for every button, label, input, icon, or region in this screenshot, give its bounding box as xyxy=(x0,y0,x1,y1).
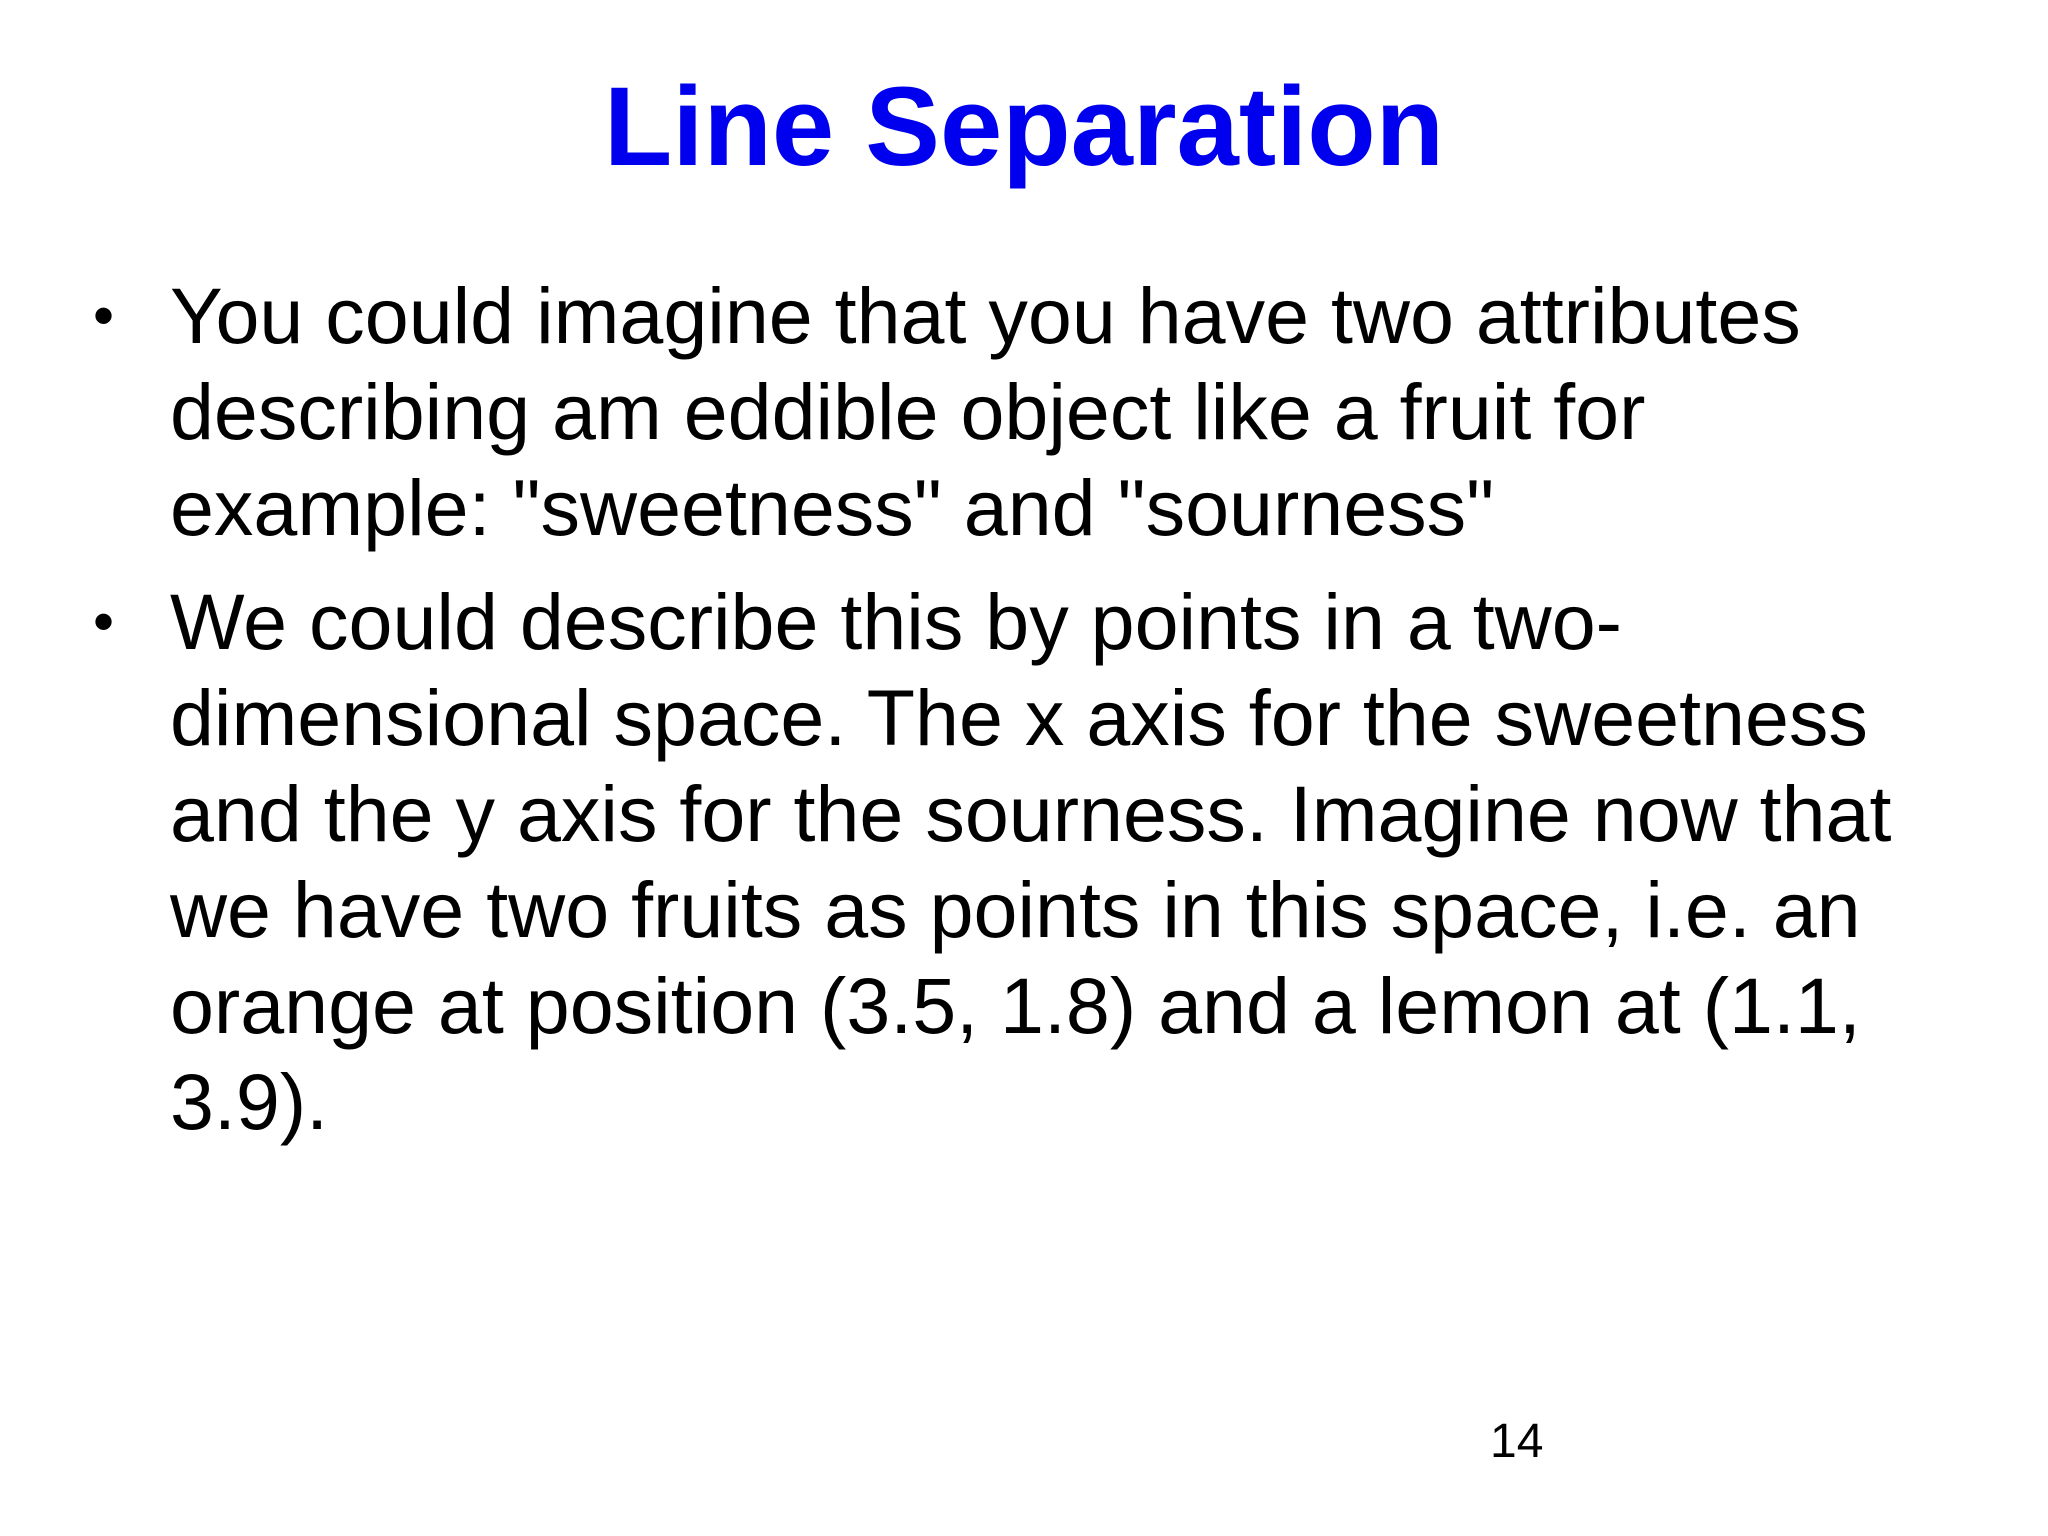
slide-title: Line Separation xyxy=(603,64,1445,189)
bullet-item xyxy=(0,268,2048,556)
page-number: 14 xyxy=(1490,1415,1544,1468)
bullet-text-line: You could imagine that you have two attributes xyxy=(170,271,1801,360)
bullet-text-line: orange at position (3.5, 1.8) and a lemon at (1.1, xyxy=(170,961,1861,1050)
bullet-item xyxy=(0,574,2048,1150)
bullet-text-line: we have two fruits as points in this space, i.e. an xyxy=(170,865,1861,954)
bullet-text-line: dimensional space. The x axis for the sweetness xyxy=(170,673,1868,762)
bullet-text-line: and the y axis for the sourness. Imagine now that xyxy=(170,769,1892,858)
bullet-text-line: describing am eddible object like a fruit for xyxy=(170,367,1646,456)
bullet-icon: • xyxy=(93,588,115,655)
bullet-icon: • xyxy=(93,282,115,349)
bullet-text-line: We could describe this by points in a two- xyxy=(170,577,1622,666)
bullet-text-line: example: "sweetness" and "sourness" xyxy=(170,463,1495,552)
bullet-text-line: 3.9). xyxy=(170,1057,329,1146)
bullet-list xyxy=(0,268,2048,1168)
